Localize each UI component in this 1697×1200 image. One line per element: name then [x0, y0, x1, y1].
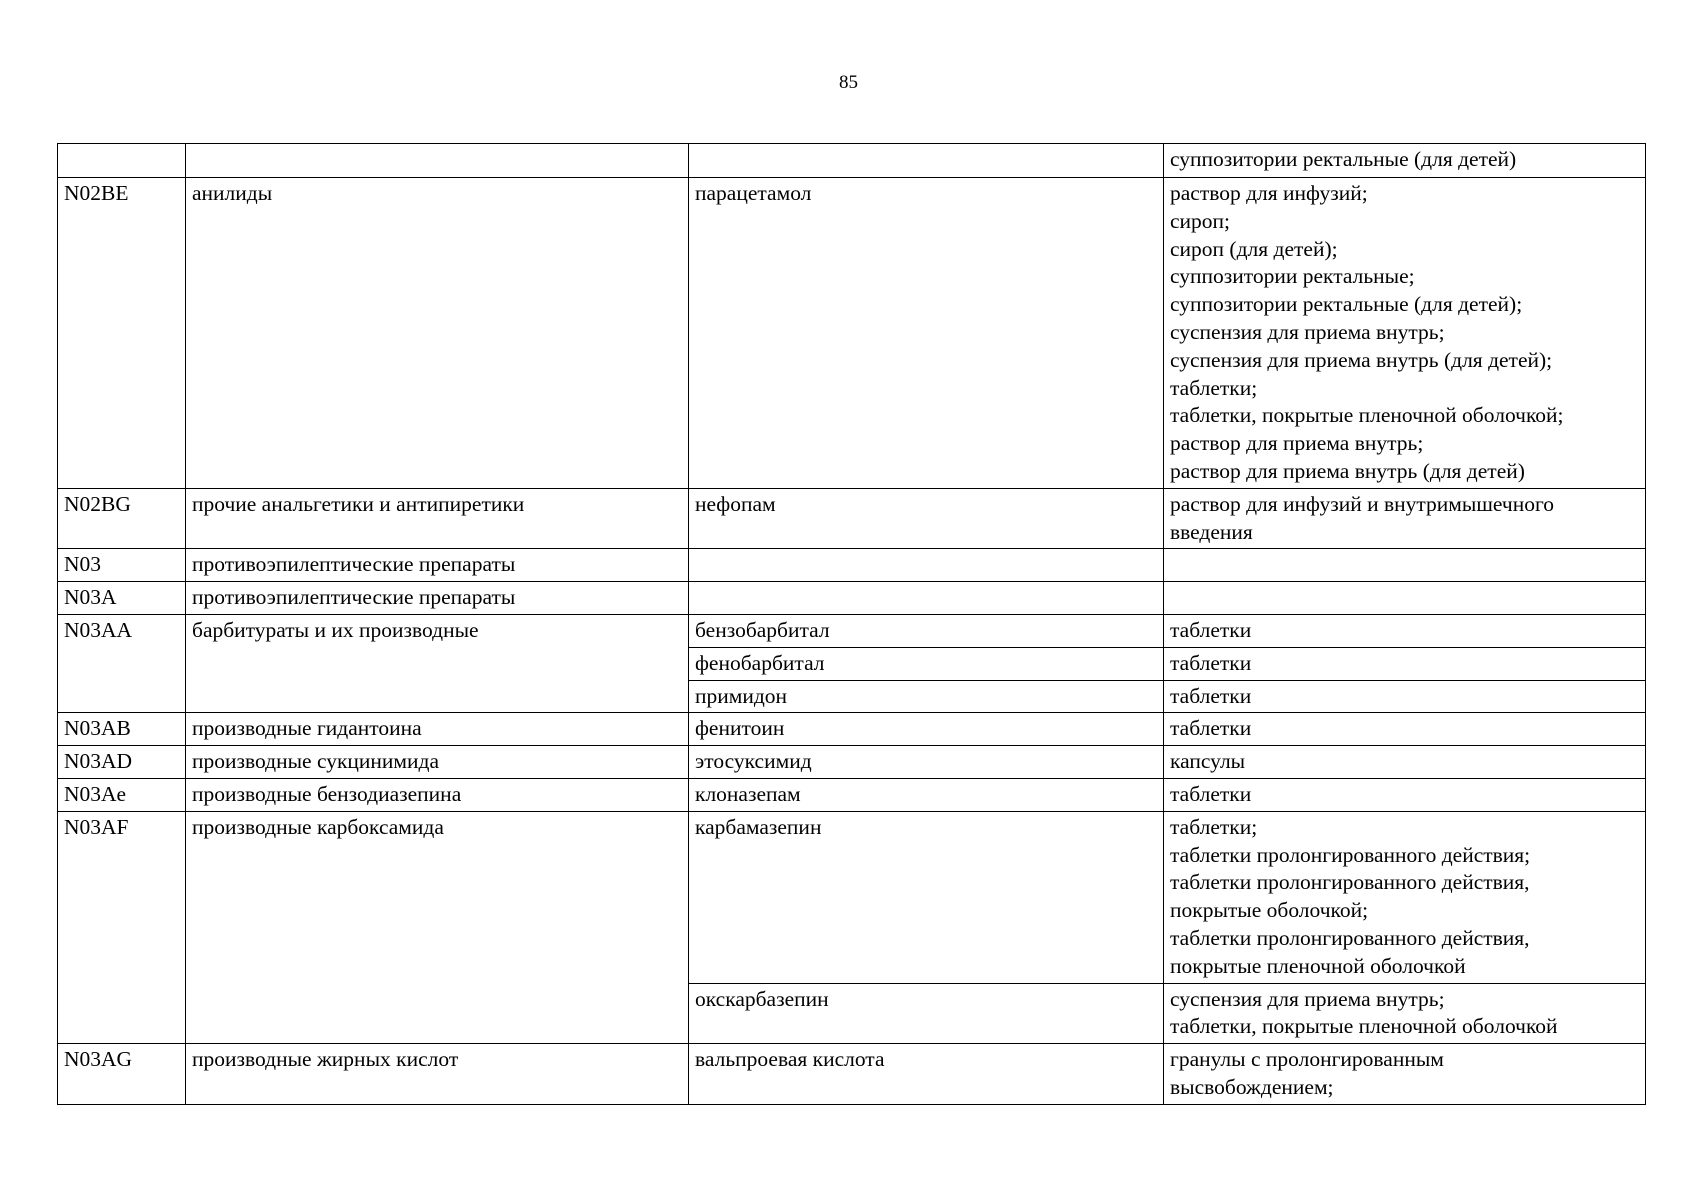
table-row — [58, 713, 1646, 746]
drug-cell: клоназепам — [689, 778, 1164, 811]
group-cell: производные бензодиазепина — [186, 778, 689, 811]
dosage-form-cell: капсулы — [1164, 746, 1646, 779]
dosage-form-cell: таблетки — [1164, 680, 1646, 713]
table-row — [58, 746, 1646, 779]
drug-cell: вальпроевая кислота — [689, 1044, 1164, 1105]
dosage-form-cell: суспензия для приема внутрь; таблетки, покрытые пленочной оболочкой — [1164, 983, 1646, 1044]
drug-cell: примидон — [689, 680, 1164, 713]
dosage-form-cell: таблетки — [1164, 713, 1646, 746]
drug-cell: окскарбазепин — [689, 983, 1164, 1044]
table-row — [58, 549, 1646, 582]
group-cell: производные сукцинимида — [186, 746, 689, 779]
dosage-form-cell — [1164, 549, 1646, 582]
atc-code-cell: N03 — [58, 549, 186, 582]
drug-cell — [689, 582, 1164, 615]
atc-code-cell: N03Ae — [58, 778, 186, 811]
atc-code-cell: N03AB — [58, 713, 186, 746]
drug-cell: парацетамол — [689, 178, 1164, 489]
dosage-form-cell: раствор для инфузий; сироп; сироп (для детей); суппозитории ректальные; суппозитории ректальные (для детей); суспензия для приема внутрь; суспензия для приема внутрь (для детей); таблетки; таблетки, покрытые пленочной оболочкой; раствор для приема внутрь; раствор для приема внутрь (для детей) — [1164, 178, 1646, 489]
dosage-form-cell: таблетки — [1164, 647, 1646, 680]
atc-code-cell: N03AD — [58, 746, 186, 779]
group-cell: противоэпилептические препараты — [186, 549, 689, 582]
atc-code-cell: N02BE — [58, 178, 186, 489]
drug-cell: бензобарбитал — [689, 614, 1164, 647]
table-row — [58, 582, 1646, 615]
drug-cell — [689, 144, 1164, 178]
page-number: 85 — [839, 72, 858, 93]
table-row — [58, 144, 1646, 178]
drug-cell: карбамазепин — [689, 811, 1164, 983]
dosage-form-cell: суппозитории ректальные (для детей) — [1164, 144, 1646, 178]
atc-code-cell: N03AG — [58, 1044, 186, 1105]
group-cell: противоэпилептические препараты — [186, 582, 689, 615]
group-cell: барбитураты и их производные — [186, 614, 689, 712]
group-cell: производные жирных кислот — [186, 1044, 689, 1105]
table-row — [58, 178, 1646, 489]
group-cell: производные карбоксамида — [186, 811, 689, 1043]
drug-table — [57, 143, 1646, 1105]
drug-cell — [689, 549, 1164, 582]
table-row — [58, 614, 1646, 647]
table-row — [58, 811, 1646, 983]
dosage-form-cell — [1164, 582, 1646, 615]
drug-cell: фенобарбитал — [689, 647, 1164, 680]
group-cell — [186, 144, 689, 178]
atc-code-cell: N03AF — [58, 811, 186, 1043]
atc-code-cell: N03AA — [58, 614, 186, 712]
dosage-form-cell: таблетки — [1164, 778, 1646, 811]
dosage-form-cell: гранулы с пролонгированным высвобождением; — [1164, 1044, 1646, 1105]
drug-cell: фенитоин — [689, 713, 1164, 746]
table-row — [58, 488, 1646, 549]
group-cell: анилиды — [186, 178, 689, 489]
dosage-form-cell: таблетки; таблетки пролонгированного действия; таблетки пролонгированного действия, покрытые оболочкой; таблетки пролонгированного действия, покрытые пленочной оболочкой — [1164, 811, 1646, 983]
group-cell: производные гидантоина — [186, 713, 689, 746]
atc-code-cell: N02BG — [58, 488, 186, 549]
atc-code-cell — [58, 144, 186, 178]
group-cell: прочие анальгетики и антипиретики — [186, 488, 689, 549]
dosage-form-cell: таблетки — [1164, 614, 1646, 647]
dosage-form-cell: раствор для инфузий и внутримышечного введения — [1164, 488, 1646, 549]
drug-cell: нефопам — [689, 488, 1164, 549]
table-row — [58, 1044, 1646, 1105]
drug-cell: этосуксимид — [689, 746, 1164, 779]
atc-code-cell: N03A — [58, 582, 186, 615]
table-row — [58, 778, 1646, 811]
